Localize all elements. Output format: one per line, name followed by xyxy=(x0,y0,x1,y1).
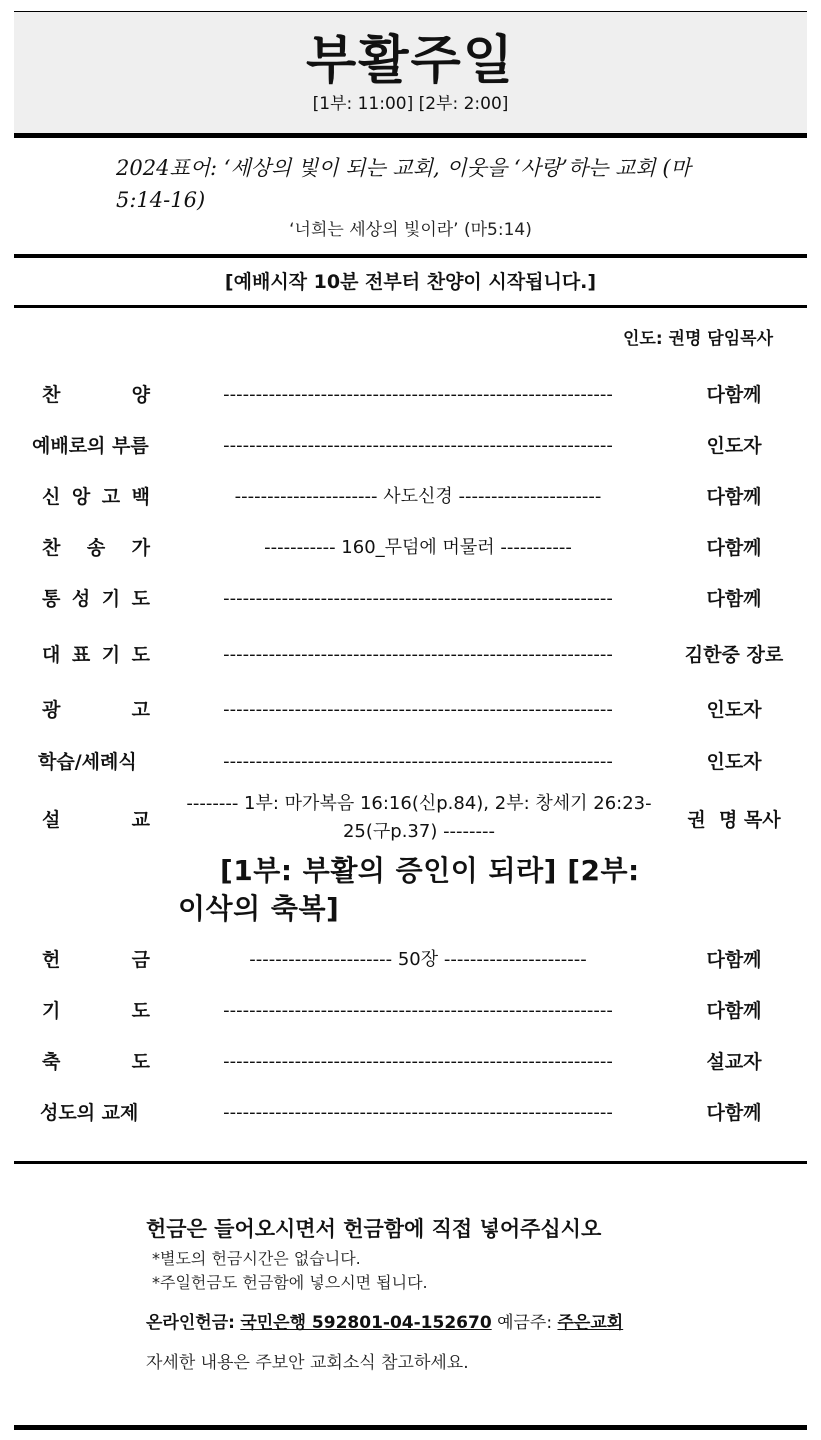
order-row-prayer-together xyxy=(0,579,821,619)
theme-verse: ‘너희는 세상의 빛이라’ (마5:14) xyxy=(289,220,532,240)
order-label: 대 표 기 도 xyxy=(42,644,150,666)
order-label: 축 도 xyxy=(42,1051,150,1073)
order-responsible: 다함께 xyxy=(706,537,762,559)
order-label: 통 성 기 도 xyxy=(42,588,150,610)
order-responsible: 다함께 xyxy=(706,949,762,971)
order-label: 신 앙 고 백 xyxy=(42,486,150,508)
order-content: ------------------------------------------------------------ xyxy=(223,588,613,609)
offering-note: *주일헌금도 헌금함에 넣으시면 됩니다. xyxy=(152,1273,428,1292)
notice-divider xyxy=(14,305,807,308)
order-row-announcements xyxy=(0,690,821,730)
order-label: 기 도 xyxy=(42,1000,150,1022)
worship-start-notice: [예배시작 10분 전부터 찬양이 시작됩니다.] xyxy=(224,271,597,293)
order-content: ------------------------------------------------------------ xyxy=(223,751,613,772)
order-content: ------------------------------------------------------------ xyxy=(223,1051,613,1072)
order-responsible: 다함께 xyxy=(706,486,762,508)
offering-instruction: 헌금은 들어오시면서 헌금함에 직접 넣어주십시오 xyxy=(146,1217,602,1241)
order-row-praise xyxy=(0,375,821,415)
order-responsible: 설교자 xyxy=(706,1051,762,1073)
yearly-theme: 2024표어: ‘세상의 빛이 되는 교회, 이웃을 ‘사랑’하는 교회 (마5:14-16) xyxy=(116,156,691,212)
account-holder: 주은교회 xyxy=(557,1313,624,1333)
order-responsible: 다함께 xyxy=(706,1000,762,1022)
order-row-call-to-worship xyxy=(0,426,821,466)
offering-note: *별도의 헌금시간은 없습니다. xyxy=(152,1249,361,1268)
order-row-creed xyxy=(0,477,821,517)
order-label: 설 교 xyxy=(42,809,150,831)
order-label: 찬 양 xyxy=(42,384,150,406)
order-bottom-divider xyxy=(14,1161,807,1164)
order-row-prayer xyxy=(0,991,821,1031)
order-responsible: 인도자 xyxy=(706,435,762,457)
order-content: ------------------------------------------------------------ xyxy=(223,1102,613,1123)
order-responsible: 인도자 xyxy=(706,699,762,721)
worship-leader: 인도: 권명 담임목사 xyxy=(622,329,773,349)
order-row-benediction xyxy=(0,1042,821,1082)
online-offering-label: 온라인헌금: xyxy=(146,1313,235,1333)
order-content: ------------------------------------------------------------ xyxy=(223,384,613,405)
order-row-fellowship xyxy=(0,1093,821,1133)
online-offering xyxy=(146,1310,623,1336)
order-row-learning-baptism xyxy=(0,742,821,782)
sermon-title: [1부: 부활의 증인이 되라] [2부: 이삭의 축복] xyxy=(178,854,640,925)
sermon-scripture: -------- 1부: 마가복음 16:16(신p.84), 2부: 창세기 26:23-25(구p.37) -------- xyxy=(186,793,652,842)
order-label: 헌 금 xyxy=(42,949,150,971)
details-note: 자세한 내용은 주보안 교회소식 참고하세요. xyxy=(146,1353,469,1373)
order-row-representative-prayer xyxy=(0,635,821,675)
order-content: ------------------------------------------------------------ xyxy=(223,699,613,720)
order-content: ------------------------------------------------------------ xyxy=(223,644,613,665)
order-responsible: 다함께 xyxy=(706,384,762,406)
bank-account: 국민은행 592801-04-152670 xyxy=(240,1313,492,1333)
theme-divider xyxy=(14,254,807,258)
order-label: 찬 송 가 xyxy=(42,537,150,559)
order-label: 성도의 교제 xyxy=(40,1102,139,1124)
order-responsible: 다함께 xyxy=(706,588,762,610)
order-content: ---------------------- 50장 ---------------------- xyxy=(249,949,587,970)
order-content: ------------------------------------------------------------ xyxy=(223,435,613,456)
order-row-hymn xyxy=(0,528,821,568)
order-label: 광 고 xyxy=(42,699,150,721)
order-content: ---------------------- 사도신경 ---------------------- xyxy=(234,486,602,507)
service-times: [1부: 11:00] [2부: 2:00] xyxy=(312,94,509,114)
order-responsible: 다함께 xyxy=(706,1102,762,1124)
order-content: ------------------------------------------------------------ xyxy=(223,1000,613,1021)
account-holder-label: 예금주: xyxy=(497,1313,553,1333)
header-divider xyxy=(14,133,807,138)
order-label: 예배로의 부름 xyxy=(32,435,149,457)
page-title: 부활주일 xyxy=(306,31,515,91)
order-content: ----------- 160_무덤에 머물러 ----------- xyxy=(264,537,572,558)
order-row-offering xyxy=(0,940,821,980)
order-responsible: 권 명 목사 xyxy=(687,809,781,831)
bottom-border xyxy=(14,1425,807,1430)
order-responsible: 김한중 장로 xyxy=(684,644,784,666)
order-label: 학습/세례식 xyxy=(38,751,137,773)
order-responsible: 인도자 xyxy=(706,751,762,773)
